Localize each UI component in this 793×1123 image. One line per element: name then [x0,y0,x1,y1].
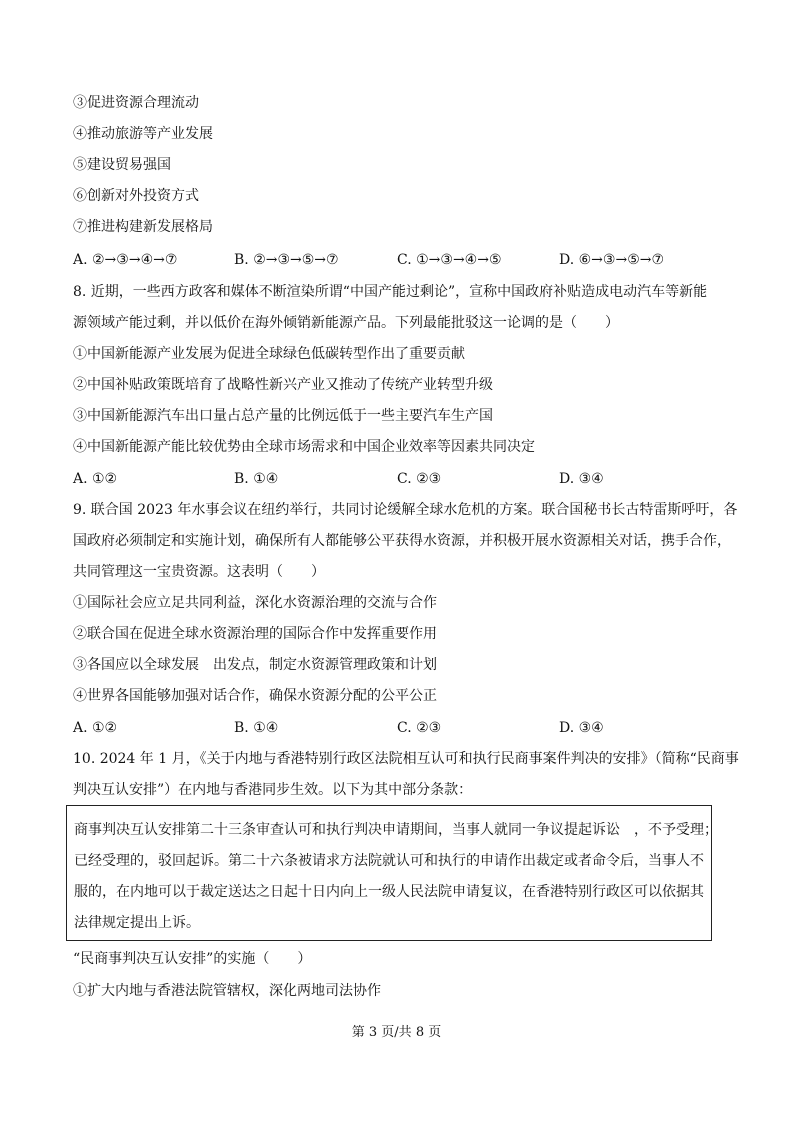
q8-item: ③中国新能源汽车出口量占总产量的比例远低于一些主要汽车生产国 [73,408,493,424]
q8-options [73,469,733,489]
q8-stem-line: 8. 近期，一些西方政客和媒体不断渲染所谓“中国产能过剩论”，宣称中国政府补贴造成电动汽车等新能 [73,284,708,300]
q10-question-line: “民商事判决互认安排”的实施（ ） [73,951,312,967]
q9-stem-line: 国政府必须制定和实施计划，确保所有人都能够公平获得水资源，并积极开展水资源相关对话，携手合作， [73,533,731,549]
q9-item: ①国际社会应立足共同利益，深化水资源治理的交流与合作 [73,595,437,611]
option-d: D. ③④ [559,720,604,736]
q10-stem-line: 10. 2024 年 1 月，《关于内地与香港特别行政区法院相互认可和执行民商事案件判决的安排》（简称“民商事 [73,751,739,767]
q8-item: ②中国补贴政策既培育了战略性新兴产业又推动了传统产业转型升级 [73,377,493,393]
q9-item: ②联合国在促进全球水资源治理的国际合作中发挥重要作用 [73,626,437,642]
q7-item: ③促进资源合理流动 [73,95,199,111]
option-c: C. ①→③→④→⑤ [397,252,502,268]
q7-options [73,250,733,270]
option-a: A. ①② [73,471,118,487]
option-a: A. ①② [73,720,118,736]
q9-item: ④世界各国能够加强对话合作，确保水资源分配的公平公正 [73,688,437,704]
q8-item: ①中国新能源产业发展为促进全球绿色低碳转型作出了重要贡献 [73,346,465,362]
option-d: D. ③④ [559,471,604,487]
page-footer: 第 3 页/共 8 页 [351,1025,442,1040]
option-b: B. ①④ [234,720,279,736]
excerpt-box [66,805,718,941]
option-c: C. ②③ [397,471,442,487]
q7-item: ④推动旅游等产业发展 [73,126,213,142]
q9-stem-line: 共同管理这一宝贵资源。这表明（ ） [73,564,325,580]
option-d: D. ⑥→③→⑤→⑦ [559,252,665,268]
option-b: B. ②→③→⑤→⑦ [234,252,339,268]
q8-stem-line: 源领域产能过剩，并以低价在海外倾销新能源产品。下列最能批驳这一论调的是（ ） [73,315,619,331]
q8-item: ④中国新能源产能比较优势由全球市场需求和中国企业效率等因素共同决定 [73,439,535,455]
excerpt-line: 服的，在内地可以于裁定送达之日起十日内向上一级人民法院申请复议，在香港特别行政区可以依据其 [74,884,704,900]
q7-item: ⑦推进构建新发展格局 [73,219,213,235]
option-a: A. ②→③→④→⑦ [73,252,178,268]
excerpt-line: 商事判决互认安排第二十三条审查认可和执行判决申请期间，当事人就同一争议提起诉讼 ，不予受理； [74,822,718,838]
q10-stem-line: 判决互认安排”）在内地与香港同步生效。以下为其中部分条款： [73,782,473,798]
q10-item: ①扩大内地与香港法院管辖权，深化两地司法协作 [73,983,381,999]
excerpt-line: 已经受理的，驳回起诉。第二十六条被请求方法院就认可和执行的申请作出裁定或者命令后，当事人不 [74,853,704,869]
q7-item: ⑤建设贸易强国 [73,157,171,173]
q9-item: ③各国应以全球发展 出发点，制定水资源管理政策和计划 [73,657,437,673]
option-b: B. ①④ [234,471,279,487]
q7-item: ⑥创新对外投资方式 [73,188,199,204]
excerpt-line: 法律规定提出上诉。 [74,915,200,931]
q9-options [73,718,733,738]
q9-stem-line: 9. 联合国 2023 年水事会议在纽约举行，共同讨论缓解全球水危机的方案。联合国秘书长古特雷斯呼吁，各 [73,502,738,518]
option-c: C. ②③ [397,720,442,736]
